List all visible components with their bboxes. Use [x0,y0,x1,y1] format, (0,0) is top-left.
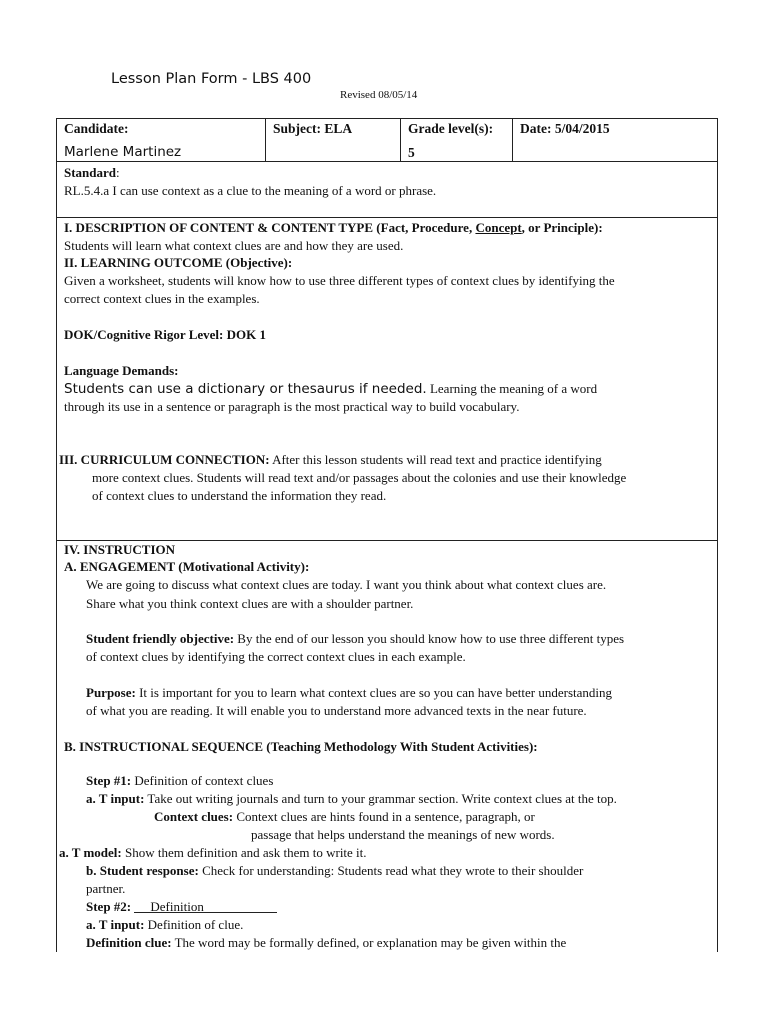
objective-text: By the end of our lesson you should know how to use three different types [234,631,625,646]
section3-line1-text: After this lesson students will read text and practice identifying [269,452,602,467]
section1-heading-part2: , or Principle): [521,220,603,235]
section3-line3: of context clues to understand the information they read. [92,488,387,503]
context-clues-text: Context clues are hints found in a sentence, paragraph, or [233,809,535,824]
date-value: 5/04/2015 [554,121,610,136]
revised-date: Revised 08/05/14 [340,89,418,101]
objective-line2: of context clues by identifying the correct context clues in each example. [86,649,466,664]
tinput1-label: a. T input: [86,791,145,806]
date-label: Date: [520,121,552,136]
purpose-label: Purpose: [86,685,136,700]
response-label: b. Student response: [86,863,199,878]
section2-line1: Given a worksheet, students will know how to use three different types of context clues by identifying the [64,273,615,288]
grade-value: 5 [408,145,415,160]
form-title: Lesson Plan Form - LBS 400 [111,71,312,87]
grade-label: Grade level(s): [408,121,494,136]
dok-level: DOK/Cognitive Rigor Level: DOK 1 [64,327,266,342]
info-row [57,119,717,162]
language-line1-serif: Learning the meaning of a word [426,381,598,396]
step2-line [86,898,277,916]
context-clues-line2: passage that helps understand the meanings of new words. [251,827,555,842]
grade-cell [401,119,513,161]
step1-label: Step #1: [86,773,132,788]
language-line1-sans: Students can use a dictionary or thesaurus if needed. [64,381,427,397]
section1-heading-part1: I. DESCRIPTION OF CONTENT & CONTENT TYPE (Fact, Procedure, [64,220,476,235]
candidate-value: Marlene Martinez [64,144,182,160]
standard-heading [64,164,120,182]
response-text: Check for understanding: Students read what they wrote to their shoulder [198,863,584,878]
objective-label: Student friendly objective: [86,631,235,646]
section1-heading [64,219,603,237]
subject-label: Subject: [273,121,321,136]
section3-heading: III. CURRICULUM CONNECTION: [59,452,270,467]
tmodel-label: a. T model: [59,845,122,860]
section1-heading-concept: Concept [475,220,522,235]
step1-text: Definition of context clues [131,773,274,788]
response-line1 [86,862,583,880]
engagement-line2: Share what you think context clues are with a shoulder partner. [86,596,414,611]
context-clues-label: Context clues: [154,809,234,824]
divider [57,217,717,218]
tmodel-line [59,844,367,862]
defclue-text: The word may be formally defined, or explanation may be given within the [171,935,567,950]
subject-cell [266,119,401,161]
tinput1-text: Take out writing journals and turn to your grammar section. Write context clues at the top. [144,791,617,806]
tmodel-text: Show them definition and ask them to write it. [121,845,367,860]
section2-heading: II. LEARNING OUTCOME (Objective): [64,255,293,270]
step1-line [86,772,273,790]
section3-line2: more context clues. Students will read text and/or passages about the colonies and use their knowledge [92,470,627,485]
step2-blank [134,898,277,913]
tinput1-line [86,790,617,808]
response-line2: partner. [86,881,126,896]
language-heading: Language Demands: [64,363,179,378]
engagement-heading: A. ENGAGEMENT (Motivational Activity): [64,559,310,574]
tinput2-line [86,916,243,934]
section3-line1 [59,451,602,469]
purpose-text: It is important for you to learn what context clues are so you can have better understanding [135,685,613,700]
lesson-plan-table [56,118,718,952]
date-cell [513,119,717,161]
purpose-line1 [86,684,612,702]
subject-line [273,120,400,137]
tinput2-text: Definition of clue. [144,917,244,932]
purpose-line2: of what you are reading. It will enable you to understand more advanced texts in the near future. [86,703,587,718]
context-clues-line1 [154,808,535,826]
subject-value: ELA [324,121,353,136]
section2-line2: correct context clues in the examples. [64,291,260,306]
defclue-label: Definition clue: [86,935,172,950]
defclue-line [86,934,566,952]
standard-text: RL.5.4.a I can use context as a clue to the meaning of a word or phrase. [64,183,437,198]
section1-text: Students will learn what context clues are and how they are used. [64,238,404,253]
tinput2-label: a. T input: [86,917,145,932]
step2-label: Step #2: [86,899,132,914]
objective-line1 [86,630,624,648]
standard-colon: : [116,165,120,180]
section4-heading: IV. INSTRUCTION [64,542,176,557]
standard-label: Standard [64,165,117,180]
language-line1 [64,380,597,398]
engagement-line1: We are going to discuss what context clues are today. I want you think about what context clues are. [86,577,607,592]
candidate-cell [57,119,266,161]
date-line [520,120,717,137]
candidate-label: Candidate: [64,121,129,136]
step2-value: Definition [150,899,204,914]
sequence-heading: B. INSTRUCTIONAL SEQUENCE (Teaching Methodology With Student Activities): [64,739,538,754]
language-line2: through its use in a sentence or paragraph is the most practical way to build vocabulary. [64,399,520,414]
